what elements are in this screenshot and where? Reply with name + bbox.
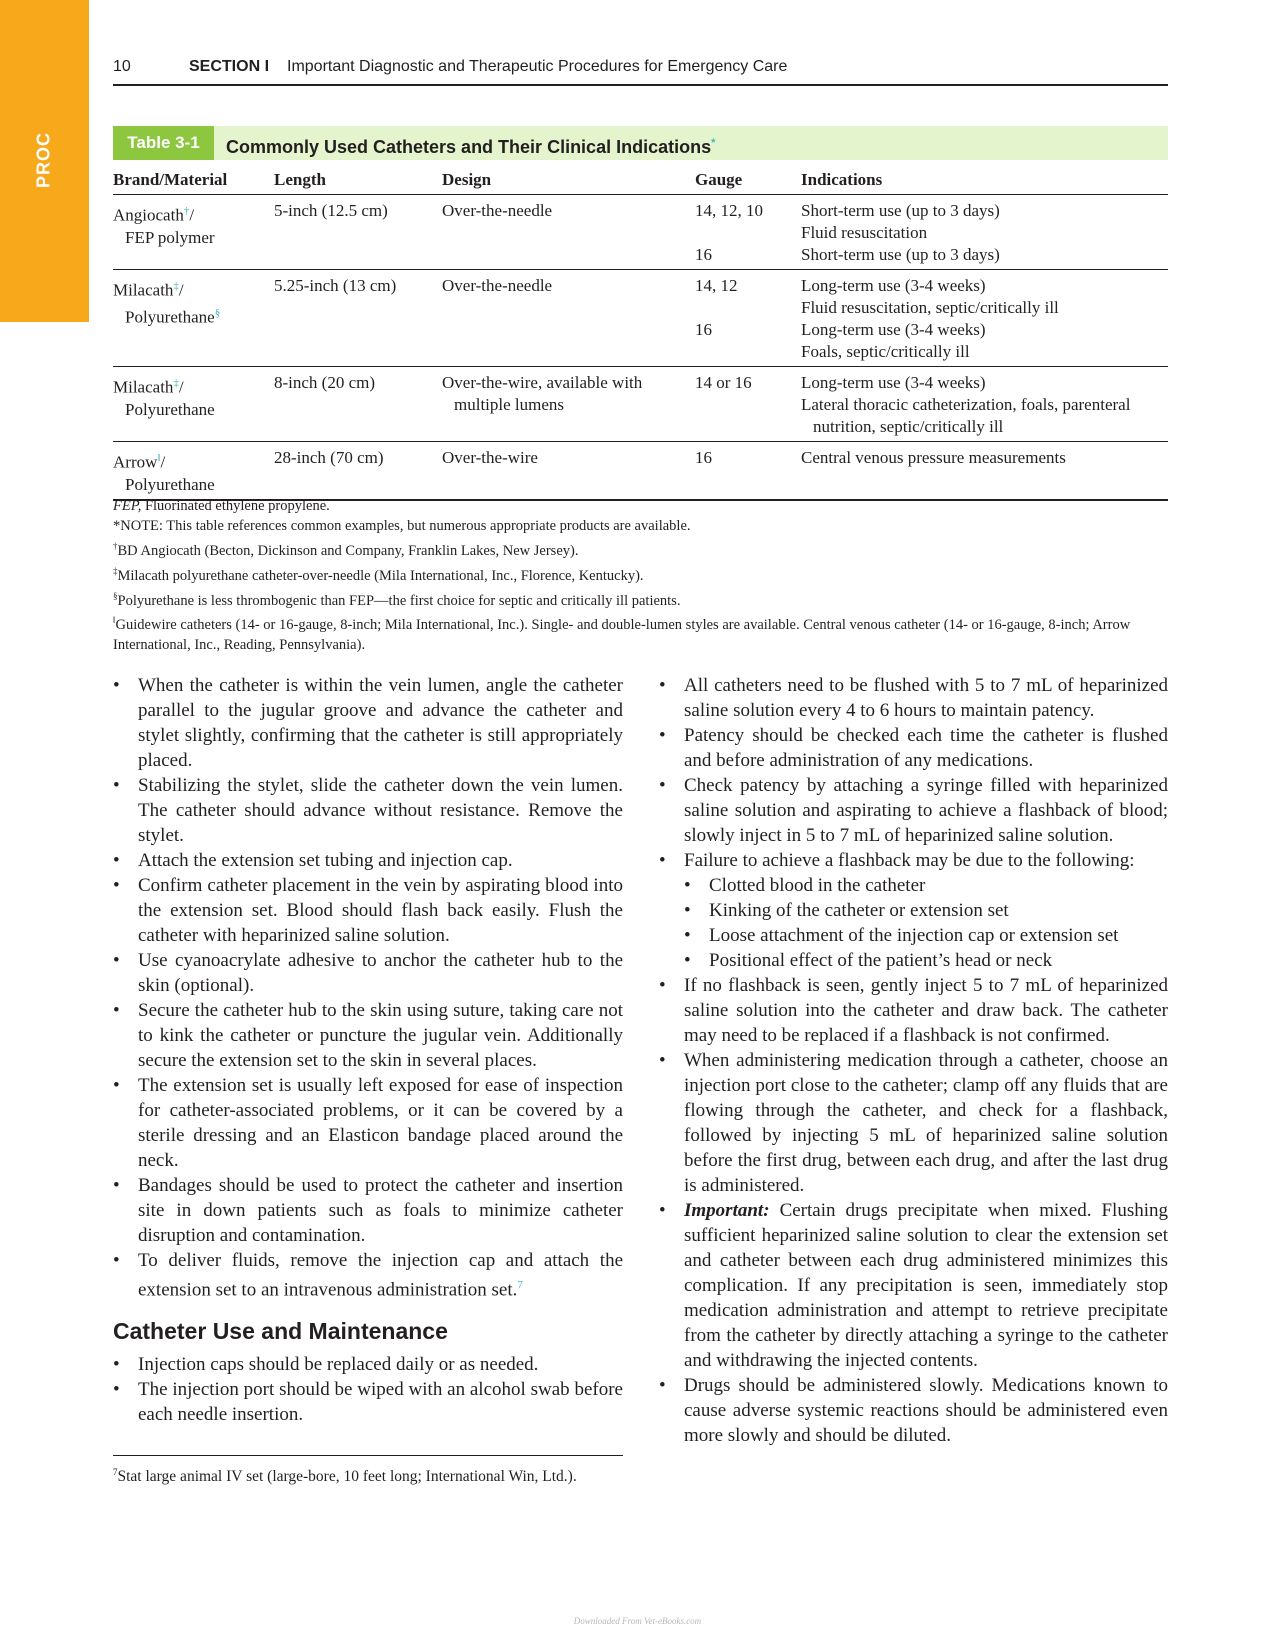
note-section-text: Polyurethane is less thrombogenic than FEP—the first choice for septic and critically ill patients. <box>117 592 681 609</box>
cell-gauge <box>695 195 801 270</box>
cell-length: 5-inch (12.5 cm) <box>274 195 442 270</box>
col-header-length: Length <box>274 164 442 195</box>
section-tab-label: PROC <box>33 131 54 189</box>
list-item: • Patency should be checked each time the catheter is flushed and before administration of any medications. <box>659 723 1168 773</box>
cell-brand: Milacath‡/ Polyurethane <box>113 367 274 442</box>
indication-line: Short-term use (up to 3 days) <box>801 245 1000 264</box>
list-item <box>113 1248 623 1302</box>
material-name: Polyurethane <box>125 399 215 419</box>
note-section <box>113 586 1168 611</box>
table-header-row <box>113 164 1168 195</box>
cell-length: 28-inch (70 cm) <box>274 442 442 500</box>
col-header-gauge: Gauge <box>695 164 801 195</box>
table-number: Table 3-1 <box>113 126 214 160</box>
brand-mark: ‡ <box>173 377 179 389</box>
footnote-text: Stat large animal IV set (large-bore, 10 feet long; International Win, Ltd.). <box>117 1468 577 1486</box>
col-header-design: Design <box>442 164 695 195</box>
cell-indications <box>801 195 1168 270</box>
list-item: • The extension set is usually left exposed for ease of inspection for catheter-associated problems, or it can be covered by a sterile dressing and an Elasticon bandage placed around the neck. <box>113 1073 623 1173</box>
cell-design: Over-the-wire <box>442 442 695 500</box>
list-item: • When administering medication through a catheter, choose an injection port close to the catheter; clamp off any fluids that are flowing through the catheter, and check for a flashback, followed by injecting 5 mL of heparinized saline solution before the first drug, between each drug, and after the last drug is administered. <box>659 1048 1168 1198</box>
list-item: • Stabilizing the stylet, slide the catheter down the vein lumen. The catheter should advance without resistance. Remove the stylet. <box>113 773 623 848</box>
list-item: • The injection port should be wiped with an alcohol swab before each needle insertion. <box>113 1377 623 1427</box>
note-ddagger <box>113 561 1168 586</box>
important-label: Important: <box>684 1200 770 1221</box>
cell-indications <box>801 367 1168 442</box>
left-column <box>113 673 623 1487</box>
note-par-mark: ‖ <box>113 615 116 626</box>
cell-gauge <box>695 270 801 367</box>
design-line-cont: multiple lumens <box>454 395 565 414</box>
indication-line-cont: nutrition, septic/critically ill <box>813 417 1004 436</box>
list-item: • Use cyanoacrylate adhesive to anchor the catheter hub to the skin (optional). <box>113 948 623 998</box>
note-ddagger-text: Milacath polyurethane catheter-over-needle (Mila International, Inc., Florence, Kentucky). <box>117 567 644 584</box>
table-row <box>113 367 1168 442</box>
note-fep <box>113 496 1168 516</box>
indication-line: Fluid resuscitation <box>801 223 928 242</box>
cell-length: 8-inch (20 cm) <box>274 367 442 442</box>
gauge-value: 14, 12 <box>695 276 738 295</box>
gauge-spacer <box>695 222 801 244</box>
table-title-text: Commonly Used Catheters and Their Clinical Indications <box>226 137 712 157</box>
cell-brand: Arrow‖/ Polyurethane <box>113 442 274 500</box>
list-item: • If no flashback is seen, gently inject 5 to 7 mL of heparinized saline solution into the catheter and draw back. The catheter may need to be replaced if a flashback is not confirmed. <box>659 973 1168 1048</box>
patency-list <box>659 673 1168 1448</box>
cell-gauge: 14 or 16 <box>695 367 801 442</box>
material-mark: § <box>214 306 221 319</box>
watermark: Downloaded From Vet-eBooks.com <box>573 1616 702 1626</box>
cell-brand: Milacath‡/ Polyurethane§ <box>113 270 274 367</box>
list-item: • Bandages should be used to protect the catheter and insertion site in down patients such as foals to minimize catheter disruption and contamination. <box>113 1173 623 1248</box>
col-header-brand: Brand/Material <box>113 164 274 195</box>
table-notes <box>113 496 1168 655</box>
maintenance-list <box>113 1352 623 1427</box>
indication-line: Long-term use (3-4 weeks) <box>801 373 986 392</box>
brand-name: Arrow <box>113 452 158 472</box>
brand-mark: † <box>183 205 190 217</box>
brand-name: Milacath <box>113 280 174 300</box>
design-line: Over-the-wire, available with <box>442 373 643 392</box>
note-par <box>113 610 1168 655</box>
list-item: • All catheters need to be flushed with 5 to 7 mL of heparinized saline solution every 4 to 6 hours to maintain patency. <box>659 673 1168 723</box>
table-title-mark: * <box>711 137 716 149</box>
cell-design: Over-the-needle <box>442 270 695 367</box>
table-row <box>113 195 1168 270</box>
brand-mark: ‡ <box>173 280 179 292</box>
list-item: • Secure the catheter hub to the skin using suture, taking care not to kink the catheter or puncture the jugular vein. Additionally secure the extension set to the skin in several places. <box>113 998 623 1073</box>
cell-indications <box>801 270 1168 367</box>
indication-line: Long-term use (3-4 weeks) <box>801 276 986 295</box>
note-ddagger-mark: ‡ <box>113 565 118 576</box>
cell-indications: Central venous pressure measurements <box>801 442 1168 500</box>
list-item-text: To deliver fluids, remove the injection cap and attach the extension set to an intravenous administration set. <box>138 1250 623 1301</box>
footnote <box>113 1455 623 1487</box>
indication-line: Long-term use (3-4 weeks) <box>801 320 986 339</box>
note-star: *NOTE: This table references common examples, but numerous appropriate products are available. <box>113 518 691 534</box>
table-row <box>113 270 1168 367</box>
indication-line: Short-term use (up to 3 days) <box>801 201 1000 220</box>
material-text: Polyurethane <box>125 307 215 327</box>
note-dagger-text: BD Angiocath (Becton, Dickinson and Company, Franklin Lakes, New Jersey). <box>117 542 579 559</box>
note-section-mark: § <box>113 590 118 601</box>
sub-list-item: • Positional effect of the patient’s head or neck <box>684 948 1168 973</box>
list-item: • Drugs should be administered slowly. Medications known to cause adverse systemic reactions should be administered even more slowly and should be diluted. <box>659 1373 1168 1448</box>
table-row <box>113 442 1168 500</box>
material-name: Polyurethane <box>125 474 215 494</box>
col-header-indications: Indications <box>801 164 1168 195</box>
indication-line: Lateral thoracic catheterization, foals, parenteral <box>801 395 1131 414</box>
note-fep-text: Fluorinated ethylene propylene. <box>141 498 330 514</box>
sub-list <box>684 873 1168 973</box>
brand-name: Angiocath <box>113 205 184 225</box>
footnote-ref[interactable]: 7 <box>517 1279 523 1291</box>
material-name: FEP polymer <box>125 227 215 247</box>
list-item: • Check patency by attaching a syringe filled with heparinized saline solution and aspirating to achieve a flashback of blood; slowly inject in 5 to 7 mL of heparinized saline solution. <box>659 773 1168 848</box>
note-fep-abbr: FEP, <box>113 498 142 514</box>
page-number: 10 <box>113 58 131 75</box>
list-item: • Confirm catheter placement in the vein by aspirating blood into the extension set. Blood should flash back easily. Flush the catheter with heparinized saline solution. <box>113 873 623 948</box>
cell-brand: Angiocath†/ FEP polymer <box>113 195 274 270</box>
cell-design <box>442 367 695 442</box>
sub-list-item: • Clotted blood in the catheter <box>684 873 1168 898</box>
gauge-value: 14, 12, 10 <box>695 201 763 220</box>
list-item <box>659 1198 1168 1373</box>
material-name <box>113 302 274 329</box>
cell-length: 5.25-inch (13 cm) <box>274 270 442 367</box>
gauge-value: 16 <box>695 320 712 339</box>
cell-design: Over-the-needle <box>442 195 695 270</box>
brand-mark: ‖ <box>157 452 161 464</box>
list-item <box>659 848 1168 973</box>
note-dagger <box>113 536 1168 561</box>
list-item: • Injection caps should be replaced daily or as needed. <box>113 1352 623 1377</box>
sub-list-item: • Loose attachment of the injection cap or extension set <box>684 923 1168 948</box>
footnote-mark: 7 <box>113 1467 118 1478</box>
sub-list-item: • Kinking of the catheter or extension set <box>684 898 1168 923</box>
running-head <box>113 56 1168 86</box>
procedure-list <box>113 673 623 1302</box>
table-banner <box>113 126 1168 160</box>
brand-name: Milacath <box>113 377 174 397</box>
list-item: • When the catheter is within the vein lumen, angle the catheter parallel to the jugular groove and advance the catheter and stylet slightly, confirming that the catheter is still appropriately placed. <box>113 673 623 773</box>
section-label: SECTION I <box>189 58 270 75</box>
section-heading: Catheter Use and Maintenance <box>113 1318 448 1345</box>
important-text: Certain drugs precipitate when mixed. Flushing sufficient heparinized saline solution to clear the extension set and catheter between each drug administered minimizes this complication. If any precipitation is seen, immediately stop medication administration and attempt to retrieve precipitate from the catheter by directly attaching a syringe to the catheter and withdrawing the injected contents. <box>684 1200 1168 1371</box>
gauge-spacer <box>695 297 801 319</box>
table-title <box>226 126 715 160</box>
section-tab <box>0 0 89 322</box>
cell-gauge: 16 <box>695 442 801 500</box>
note-dagger-mark: † <box>113 541 118 551</box>
indication-line: Foals, septic/critically ill <box>801 342 970 361</box>
running-title: Important Diagnostic and Therapeutic Procedures for Emergency Care <box>287 58 788 75</box>
gauge-value: 16 <box>695 245 712 264</box>
list-item: • Attach the extension set tubing and injection cap. <box>113 848 623 873</box>
right-column <box>659 673 1168 1448</box>
catheter-table <box>113 164 1168 501</box>
indication-line: Fluid resuscitation, septic/critically ill <box>801 298 1059 317</box>
note-par-text: Guidewire catheters (14- or 16-gauge, 8-inch; Mila International, Inc.). Single- and double-lumen styles are available. Central venous catheter (14- or 16-gauge, 8-inch; Arrow International, Inc., Reading, Pennsylvania). <box>113 617 1131 654</box>
list-item-text: Failure to achieve a flashback may be due to the following: <box>684 850 1135 871</box>
